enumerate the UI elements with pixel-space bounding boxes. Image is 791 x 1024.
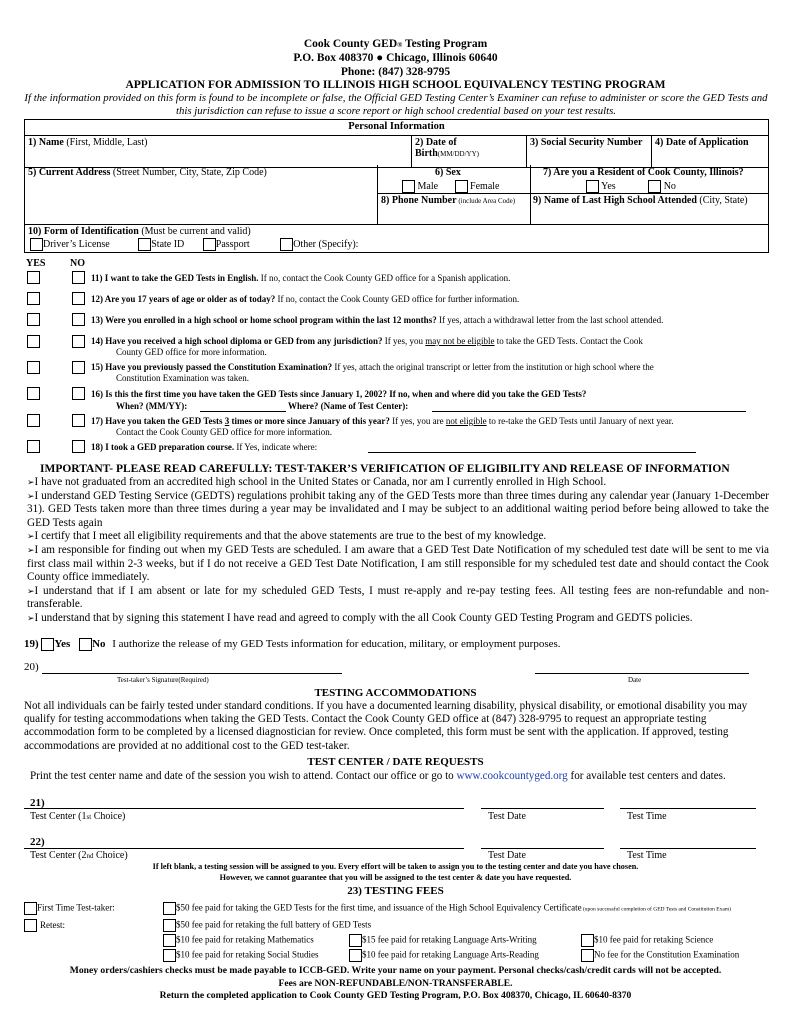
- release-no-checkbox[interactable]: [79, 638, 92, 651]
- fees-title: 23) TESTING FEES: [347, 885, 444, 897]
- return-note: Return the completed application to Cook County GED Testing Program, P.O. Box 408370, Chicago, IL 60640-8370: [159, 990, 632, 1001]
- question-16: 16) Is this the first time you have taken the GED Tests since January 1, 2002? If no, when and where did you take the GED Tests?: [91, 389, 587, 399]
- accommodations-text: Not all individuals can be fairly tested under standard conditions. If you have a documented learning disability, physical disability, or emotional disability you may qualify for testing accommodations when taking the GED Tests. Contact the Cook County GED office at (847) 328-9795 to request an appropriate testing accommodation form to be completed by a licensed diagnostician for review. Once completed, this form must be sent with the application. If approved, testing accommodations are provided at no additional cost to the GED test-taker.: [24, 700, 748, 752]
- fee-constitution-checkbox[interactable]: [581, 949, 594, 962]
- fee-social-studies: $10 fee paid for retaking Social Studies: [163, 949, 318, 962]
- cert-item: ➢I have not graduated from an accredited high school in the United States or Canada, nor am I currently enrolled in High School.: [27, 476, 607, 488]
- q17-no-checkbox[interactable]: [72, 414, 85, 427]
- fee-math-checkbox[interactable]: [163, 934, 176, 947]
- org-name: Cook County GED® Testing Program: [303, 38, 488, 50]
- personal-info-table: [24, 119, 769, 168]
- choice2-center-label: Test Center (2nd Choice): [30, 850, 128, 861]
- choice2-number: 22): [30, 836, 45, 848]
- choice1-center-label: Test Center (1st Choice): [30, 811, 126, 822]
- personal-info-heading: Personal Information: [25, 120, 769, 136]
- id-label: 10) Form of Identification (Must be current and valid): [28, 226, 251, 237]
- resident-no-checkbox[interactable]: [648, 180, 661, 193]
- last-school-field[interactable]: 9) Name of Last High School Attended (City, State): [533, 195, 748, 206]
- q15-yes-checkbox[interactable]: [27, 361, 40, 374]
- cert-item: ➢I am responsible for finding out when my GED Tests are scheduled. I am aware that a GED Test Date Notification of my scheduled test date will be sent to me via first class mail within 2-3 weeks, but if I do not receive a GED Test Date Notification, I am still responsible for my scheduled test date and should contact the Cook County office immediately.: [27, 543, 769, 584]
- q13-no-checkbox[interactable]: [72, 313, 85, 326]
- question-13: 13) Were you enrolled in a high school or home school program within the last 12 months? If yes, attach a withdrawal letter from the last school attended.: [91, 315, 664, 325]
- resident-yes-checkbox[interactable]: [586, 180, 599, 193]
- question-17: 17) Have you taken the GED Tests 3 times or more since January of this year? If yes, you are not eligible to re-take the GED Tests until January of next year. Contact the Cook County GED office for more information.: [91, 416, 674, 437]
- sex-male-checkbox[interactable]: [402, 180, 415, 193]
- resident-options: Yes No: [586, 180, 676, 193]
- choice1-time-line[interactable]: [620, 808, 756, 809]
- question-12: 12) Are you 17 years of age or older as of today? If no, contact the Cook County GED office for further information.: [91, 294, 520, 304]
- payment-note: Money orders/cashiers checks must be made payable to ICCB-GED. Write your name on your payment. Personal checks/cash/credit cards will not be accepted.: [69, 965, 722, 976]
- choice2-center-line[interactable]: [24, 848, 464, 849]
- q12-no-checkbox[interactable]: [72, 292, 85, 305]
- choice2-date-label: Test Date: [488, 850, 526, 861]
- q12-yes-checkbox[interactable]: [27, 292, 40, 305]
- fee-reading-checkbox[interactable]: [349, 949, 362, 962]
- ssn-field[interactable]: 3) Social Security Number: [527, 136, 652, 168]
- q16-yes-checkbox[interactable]: [27, 387, 40, 400]
- retest-checkbox[interactable]: [24, 919, 37, 932]
- question-11: 11) I want to take the GED Tests in English. If no, contact the Cook County GED office for a Spanish application.: [91, 273, 511, 283]
- fee-science: $10 fee paid for retaking Science: [581, 934, 713, 947]
- q16-when-label: When? (MM/YY):: [116, 401, 188, 411]
- release-yes-checkbox[interactable]: [41, 638, 54, 651]
- choice1-center-line[interactable]: [24, 808, 464, 809]
- choice1-time-label: Test Time: [627, 811, 667, 822]
- choice1-number: 21): [30, 797, 45, 809]
- signature-date-line[interactable]: [535, 673, 749, 674]
- id-passport-checkbox[interactable]: [203, 238, 216, 251]
- fee-constitution: No fee for the Constitution Examination: [581, 949, 739, 962]
- choice1-date-label: Test Date: [488, 811, 526, 822]
- registered-mark: ®: [397, 41, 403, 49]
- q16-when-line[interactable]: [200, 411, 286, 412]
- q11-no-checkbox[interactable]: [72, 271, 85, 284]
- refund-note: Fees are NON-REFUNDABLE/NON-TRANSFERABLE.: [278, 978, 513, 989]
- fee-social-studies-checkbox[interactable]: [163, 949, 176, 962]
- signature-line[interactable]: [42, 673, 342, 674]
- fee-reading: $10 fee paid for retaking Language Arts-Reading: [349, 949, 539, 962]
- sex-label: 6) Sex: [435, 167, 461, 178]
- q18-where-line[interactable]: [368, 452, 696, 453]
- question-18: 18) I took a GED preparation course. If Yes, indicate where:: [91, 442, 318, 452]
- id-drivers-license-checkbox[interactable]: [30, 238, 43, 251]
- fee-full-battery: $50 fee paid for retaking the full battery of GED Tests: [163, 919, 371, 932]
- q18-no-checkbox[interactable]: [72, 440, 85, 453]
- fee-full-battery-checkbox[interactable]: [163, 919, 176, 932]
- first-time-checkbox[interactable]: [24, 902, 37, 915]
- accommodations-title: TESTING ACCOMMODATIONS: [314, 687, 477, 699]
- choice2-time-line[interactable]: [620, 848, 756, 849]
- id-state-id-checkbox[interactable]: [138, 238, 151, 251]
- name-field[interactable]: 1) Name (First, Middle, Last): [25, 136, 412, 168]
- q11-yes-checkbox[interactable]: [27, 271, 40, 284]
- assignment-note-2: However, we cannot guarantee that you will be assigned to the test center & date you have requested.: [219, 873, 572, 882]
- cert-item: ➢I understand GED Testing Service (GEDTS) regulations prohibit taking any of the GED Tests more than three times during any calendar year (January 1-December 31). GED Tests taken more than three times during a year may be invalidated and I may be subject to an additional waiting period before being allowed to take the GED Tests again: [27, 489, 769, 529]
- first-time-option: First Time Test-taker:: [24, 902, 115, 915]
- form-warning: If the information provided on this form is found to be incomplete or false, the Official GED Testing Center’s Examiner can refuse to administer or score the GED Tests and this jurisdiction can refuse to issue a score report or high school credential based on your test results.: [24, 92, 768, 117]
- signature-number: 20): [24, 661, 39, 673]
- question-14: 14) Have you received a high school diploma or GED from any jurisdiction? If yes, you may not be eligible to take the GED Tests. Contact the Cook County GED office for more information.: [91, 336, 643, 357]
- test-center-instructions: Print the test center name and date of the session you wish to attend. Contact our office or go to www.cookcountyged.org for available test centers and dates.: [30, 770, 726, 782]
- sex-female-checkbox[interactable]: [455, 180, 468, 193]
- q16-where-line[interactable]: [432, 411, 746, 412]
- application-date-field[interactable]: 4) Date of Application: [652, 136, 769, 168]
- q14-no-checkbox[interactable]: [72, 335, 85, 348]
- q16-no-checkbox[interactable]: [72, 387, 85, 400]
- assignment-note-1: If left blank, a testing session will be assigned to you. Every effort will be taken to assign you to the testing center and date you have chosen.: [152, 862, 639, 871]
- resident-label: 7) Are you a Resident of Cook County, Illinois?: [543, 167, 744, 178]
- q16-where-label: Where? (Name of Test Center):: [288, 401, 409, 411]
- certification-list: [27, 476, 769, 626]
- yes-column-header: YES: [26, 258, 46, 269]
- id-options: Driver’s License State ID Passport Other (Specify):: [30, 238, 358, 251]
- org-address: P.O. Box 408370 ● Chicago, Illinois 60640: [293, 52, 498, 64]
- q13-yes-checkbox[interactable]: [27, 313, 40, 326]
- fee-science-checkbox[interactable]: [581, 934, 594, 947]
- address-field[interactable]: 5) Current Address (Street Number, City, State, Zip Code): [28, 167, 267, 178]
- cert-item: ➢I understand that if I am absent or late for my scheduled GED Tests, I must re-apply and re-pay testing fees. All testing fees are non-refundable and non-transferable.: [27, 584, 769, 611]
- q15-no-checkbox[interactable]: [72, 361, 85, 374]
- question-15: 15) Have you previously passed the Constitution Examination? If yes, attach the original transcript or letter from the institution or high school where the Constitution Examination was taken.: [91, 362, 654, 383]
- cert-item: ➢I understand that by signing this statement I have read and agreed to comply with the all Cook County GED Testing Program and GEDTS policies.: [27, 611, 693, 624]
- q17-yes-checkbox[interactable]: [27, 414, 40, 427]
- id-other-checkbox[interactable]: [280, 238, 293, 251]
- sex-options: Male Female: [402, 180, 499, 193]
- release-row: 19) Yes No I authorize the release of my GED Tests information for education, military, or employment purposes.: [24, 638, 561, 651]
- fee-writing: $15 fee paid for retaking Language Arts-Writing: [349, 934, 537, 947]
- choice2-date-line[interactable]: [481, 848, 604, 849]
- phone-field[interactable]: 8) Phone Number (include Area Code): [381, 195, 516, 206]
- test-center-title: TEST CENTER / DATE REQUESTS: [307, 756, 484, 768]
- cert-item: ➢I certify that I meet all eligibility requirements and that the above statements are true to the best of my knowledge.: [27, 530, 547, 543]
- signature-label: Test-taker’s Signature(Required): [117, 676, 209, 684]
- website-link[interactable]: www.cookcountyged.org: [456, 770, 568, 782]
- signature-date-label: Date: [628, 676, 642, 684]
- fee-first-time-checkbox[interactable]: [163, 902, 176, 915]
- fee-writing-checkbox[interactable]: [349, 934, 362, 947]
- q18-yes-checkbox[interactable]: [27, 440, 40, 453]
- certification-heading: IMPORTANT- PLEASE READ CAREFULLY: TEST-TAKER’S VERIFICATION OF ELIGIBILITY AND RELEASE OF INFORMATION: [40, 463, 730, 475]
- fee-first-time: $50 fee paid for taking the GED Tests for the first time, and issuance of the High School Equivalency Certificate (upon successful completion of GED Tests and Constitution Exam): [163, 902, 731, 915]
- dob-field[interactable]: 2) Date of Birth(MM/DD/YY): [412, 136, 527, 168]
- org-phone: Phone: (847) 328-9795: [340, 66, 451, 78]
- no-column-header: NO: [70, 258, 85, 269]
- choice1-date-line[interactable]: [481, 808, 604, 809]
- fee-math: $10 fee paid for retaking Mathematics: [163, 934, 314, 947]
- retest-option: Retest:: [24, 919, 65, 932]
- q14-yes-checkbox[interactable]: [27, 335, 40, 348]
- form-title: APPLICATION FOR ADMISSION TO ILLINOIS HIGH SCHOOL EQUIVALENCY TESTING PROGRAM: [125, 79, 666, 91]
- choice2-time-label: Test Time: [627, 850, 667, 861]
